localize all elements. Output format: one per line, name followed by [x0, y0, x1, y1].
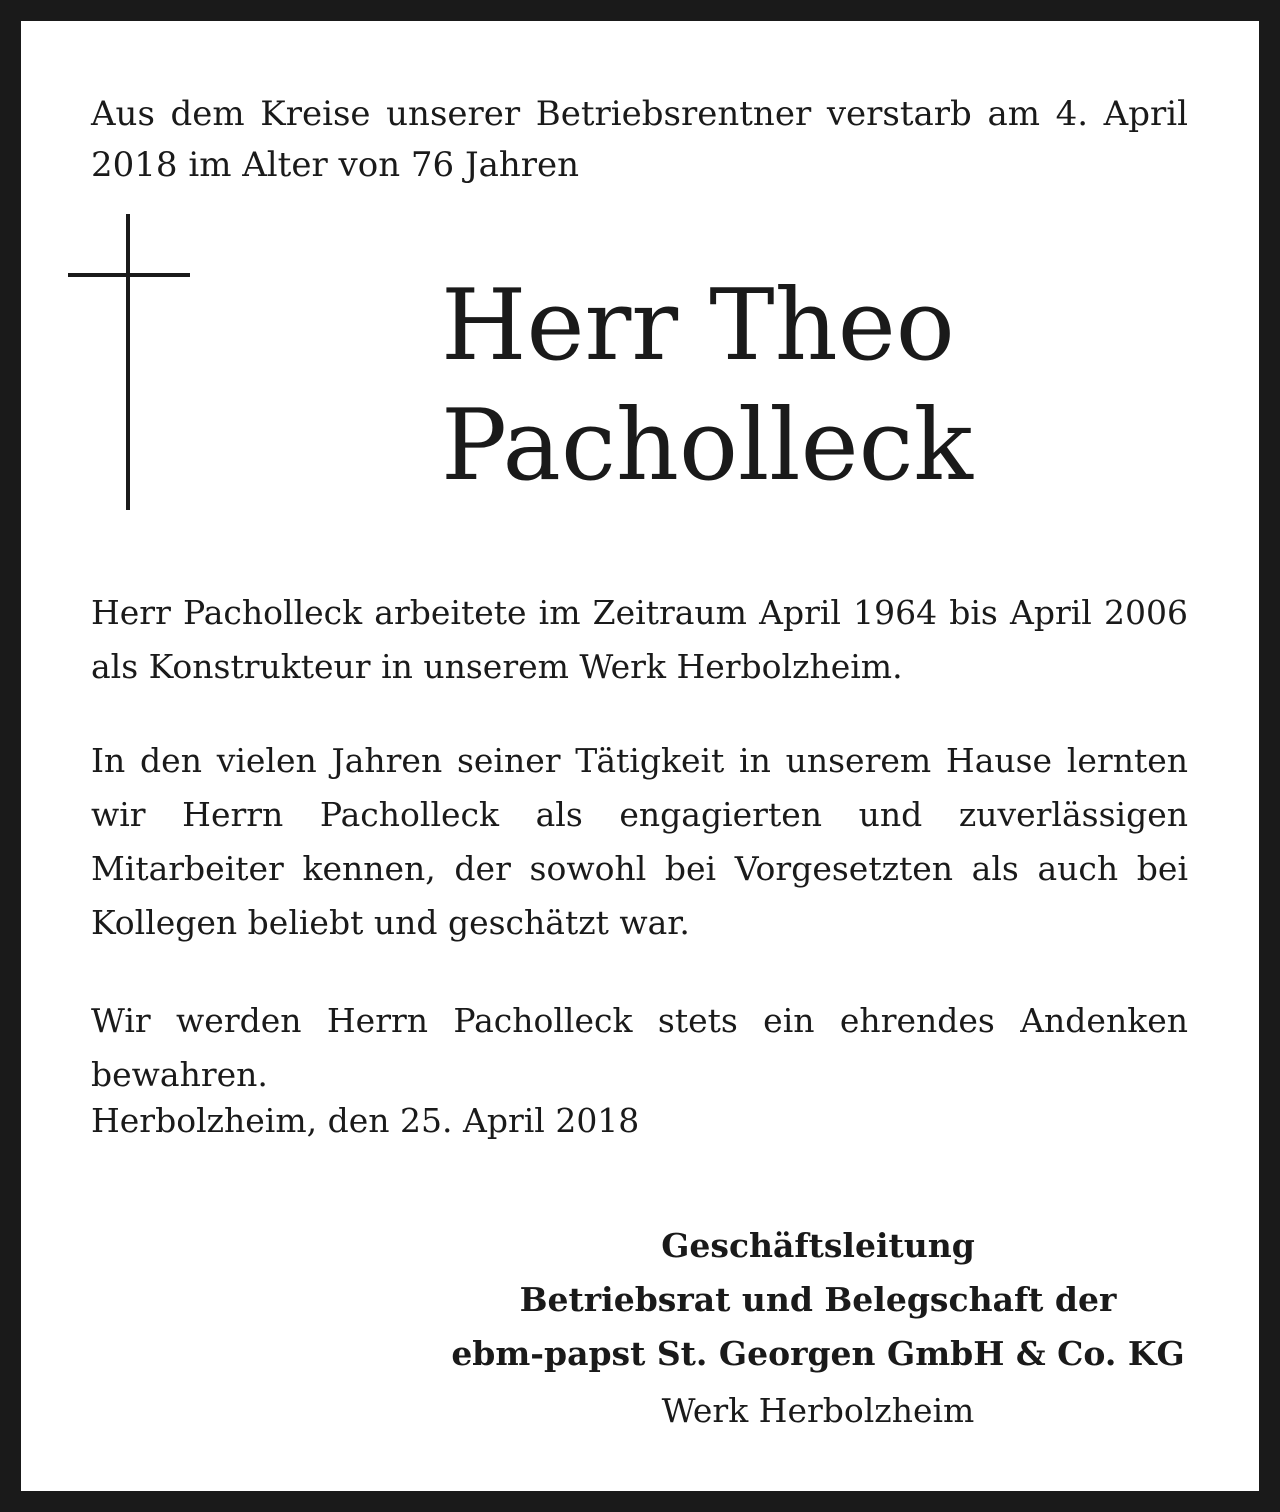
deceased-name-line-2: Pacholleck: [441, 389, 973, 503]
signature-block: [441, 1219, 1195, 1441]
deceased-name-line-1: Herr Theo: [441, 269, 955, 383]
cross-icon: [68, 214, 190, 510]
place-and-date: Herbolzheim, den 25. April 2018: [91, 1101, 640, 1140]
signature-management: Geschäftsleitung: [661, 1226, 975, 1265]
remembrance-paragraph: Wir werden Herrn Pacholleck stets ein ehrendes Andenken bewahren.: [91, 1001, 1188, 1094]
signature-company: ebm-papst St. Georgen GmbH & Co. KG: [451, 1334, 1185, 1373]
cross-vertical-bar: [126, 214, 130, 510]
career-paragraph: Herr Pacholleck arbeitete im Zeitraum April 1964 bis April 2006 als Konstrukteur in unserem Werk Herbolzheim.: [91, 593, 1188, 686]
signature-works-council: Betriebsrat und Belegschaft der: [519, 1280, 1117, 1319]
tribute-paragraph: In den vielen Jahren seiner Tätigkeit in unserem Hause lernten wir Herrn Pacholleck als engagierten und zuverlässigen Mitarbeiter kennen, der sowohl bei Vorgesetzten als auch bei Kollegen beliebt und geschätzt war.: [91, 741, 1188, 942]
signature-plant: Werk Herbolzheim: [661, 1391, 975, 1430]
cross-horizontal-bar: [68, 273, 190, 277]
intro-text: Aus dem Kreise unserer Betriebsrentner verstarb am 4. April 2018 im Alter von 76 Jahren: [91, 94, 1188, 185]
deceased-name: [441, 266, 973, 506]
